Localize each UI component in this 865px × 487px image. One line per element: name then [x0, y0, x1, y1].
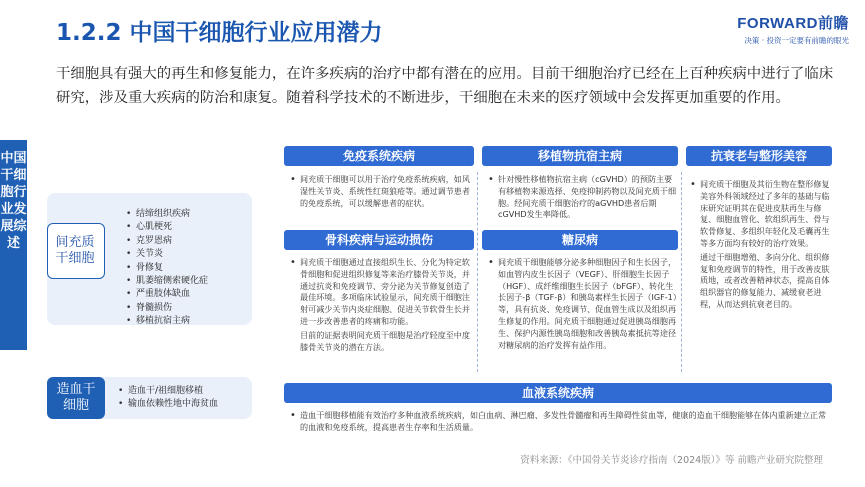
panel-header-diabetes: 糖尿病	[482, 230, 678, 250]
mesenchymal-list	[126, 208, 256, 329]
list-item: • 心肌梗死	[126, 221, 256, 234]
hematopoietic-list	[118, 385, 253, 412]
list-item: • 骨修复	[126, 262, 256, 275]
brand-logo	[737, 12, 849, 46]
mesenchymal-label: 间充质干细胞	[55, 235, 95, 266]
logo-slogan: 决策 · 投资一定要有前瞻的眼光	[744, 36, 849, 45]
panel-text: • 间充质干细胞可以用于治疗免疫系统疾病，如风湿性关节炎、系统性红斑狼疮等。通过调节患者的免疫系统，可以缓解患者的症状。	[300, 174, 470, 208]
list-item: • 严重肢体缺血	[126, 288, 256, 301]
panel-text: 通过干细胞增殖、多向分化、组织修复和免疫调节的特性，用于改善皮肤质地，或者改善精神状态，提高自体组织器官的修复能力、减缓衰老进程，从而达到抗衰老目的。	[700, 251, 830, 309]
list-item: • 造血干/祖细胞移植	[118, 385, 253, 398]
sidebar-label: 中国干细胞行业发展综述	[0, 151, 27, 251]
list-item: • 结缔组织疾病	[126, 208, 256, 221]
panel-header-gvhd: 移植物抗宿主病	[482, 146, 678, 166]
column-divider	[477, 172, 478, 372]
column-divider	[681, 172, 682, 372]
panel-text: • 造血干细胞移植能有效治疗多种血液系统疾病，如白血病、淋巴瘤、多发性骨髓瘤和再生障碍性贫血等，健康的造血干细胞能够在体内重新建立正常的血液和免疫系统，提高患者生存率和生活质量。	[300, 410, 827, 432]
source-note: 资料来源：《中国骨关节炎诊疗指南（2024版）》等 前瞻产业研究院整理	[520, 455, 823, 466]
panel-text-ortho	[290, 257, 472, 353]
list-item: • 输血依赖性地中海贫血	[118, 398, 253, 411]
panel-text: • 针对慢性移植物抗宿主病（cGVHD）的预防主要有移植物来源选择、免疫抑制药物以及间充质干细胞。经间充质干细胞治疗的aGVHD患者后期cGVHD发生率降低。	[498, 174, 677, 220]
list-item: • 肌萎缩侧索硬化症	[126, 275, 256, 288]
panel-text-blood	[290, 410, 830, 434]
panel-text-immune	[290, 174, 472, 209]
panel-text: • 间充质干细胞能够分泌多种细胞因子和生长因子，如血管内皮生长因子（VEGF）、肝细胞生长因子（HGF）、成纤维细胞生长因子（bFGF）、转化生长因子-β（TGF-β）和胰岛素样生长因子（IGF-1）等，具有抗炎、免疫调节、促血管生成以及组织再生修复的作用。间充质干细胞通过促进胰岛细胞再生、保护内源性胰岛细胞和改善胰岛素抵抗等途径对糖尿病的治疗发挥有益作用。	[498, 257, 677, 350]
panel-text-anti-aging	[690, 179, 830, 311]
hematopoietic-label: 造血干细胞	[56, 382, 96, 413]
panel-header-immune: 免疫系统疾病	[284, 146, 474, 166]
panel-text: • 间充质干细胞及其衍生物在整形修复美容外科领域经过了多年的基础与临床研究证明其在促进皮肤再生与修复、细胞血管化、软组织再生、骨与软骨修复、多组织年轻化及毛囊再生等多方面均有较好的治疗效果。	[700, 179, 830, 248]
list-item: • 脊髓损伤	[126, 302, 256, 315]
panel-header-blood: 血液系统疾病	[284, 383, 832, 403]
panel-text: • 间充质干细胞通过直接组织生长、分化为特定软骨细胞和促进组织修复等来治疗膝骨关节炎，并通过抗炎和免疫调节、旁分泌为关节修复创造了最佳环境。多项临床试验显示，间充质干细胞注射可减少关节内炎症细胞、促进关节软骨生长并进一步改善患者的疼痛和功能。	[300, 257, 470, 326]
panel-text: 目前的证据表明间充质干细胞是治疗轻度至中度膝骨关节炎的潜在方法。	[300, 329, 470, 352]
list-item: • 克罗恩病	[126, 235, 256, 248]
list-item: • 关节炎	[126, 248, 256, 261]
panel-text-diabetes	[488, 257, 678, 351]
logo-name: FORWARD前瞻	[737, 15, 849, 32]
intro-paragraph: 干细胞具有强大的再生和修复能力，在许多疾病的治疗中都有潜在的应用。目前干细胞治疗已经在上百种疾病中进行了临床研究，涉及重大疾病的防治和康复。随着科学技术的不断进步，干细胞在未来的医疗领域中会发挥更加重要的作用。	[56, 66, 834, 106]
panel-header-anti-aging: 抗衰老与整形美容	[686, 146, 832, 166]
list-item: • 移植抗宿主病	[126, 315, 256, 328]
page-title: 1.2.2 中国干细胞行业应用潜力	[56, 20, 383, 46]
panel-header-ortho: 骨科疾病与运动损伤	[284, 230, 474, 250]
panel-text-gvhd	[488, 174, 678, 221]
